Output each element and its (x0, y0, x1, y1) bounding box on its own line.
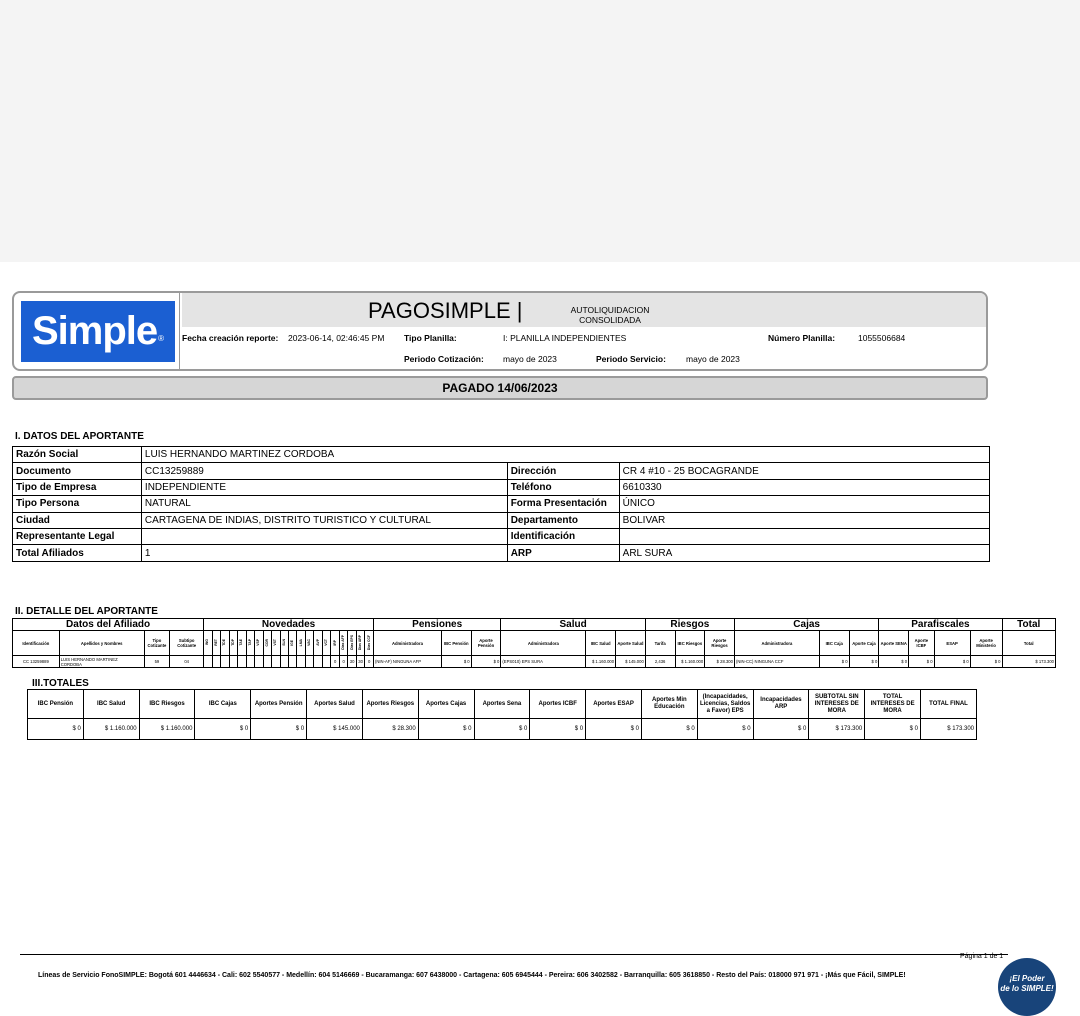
group-datos-afiliado: Datos del Afiliado (13, 619, 204, 631)
detalle-table (12, 618, 1056, 668)
totales-cell: $ 0 (753, 719, 809, 740)
totales-header: SUBTOTAL SIN INTERESES DE MORA (809, 690, 865, 719)
header-novedad (263, 631, 271, 656)
forma-presentacion-label: Forma Presentación (507, 496, 619, 512)
totales-cell: $ 0 (530, 719, 586, 740)
totales-cell: $ 0 (28, 719, 84, 740)
header-novedad (255, 631, 263, 656)
cell-novedad (272, 656, 280, 668)
header-ibc-salud: IBC Salud (586, 631, 616, 656)
total-afiliados-label: Total Afiliados (13, 545, 142, 561)
cell-total: $ 173.300 (1002, 656, 1055, 668)
header-aporte-caja: Aporte Caja (849, 631, 879, 656)
representante-legal-value (141, 528, 507, 544)
header-novedad (365, 631, 374, 656)
novedad-label: Días EPS (349, 635, 354, 650)
cell-dias-eps: 0 (339, 656, 347, 668)
viewer-background (0, 0, 1080, 262)
direccion-value: CR 4 #10 - 25 BOCAGRANDE (619, 463, 989, 479)
cell-aporte-salud: $ 145.000 (616, 656, 646, 668)
header-subtipo-cotizante: Subtipo Cotizante (170, 631, 204, 656)
group-parafiscales: Parafiscales (879, 619, 1002, 631)
novedad-label: TDP (230, 639, 235, 646)
header-tarifa: Tarifa (645, 631, 675, 656)
header-ibc-riesgos: IBC Riesgos (675, 631, 705, 656)
report-subtitle (560, 305, 660, 325)
cell-aporte-ministerio: $ 0 (970, 656, 1002, 668)
novedad-label: VCT (324, 639, 329, 646)
cell-ibc-pension: $ 0 (441, 656, 471, 668)
arp-label: ARP (507, 545, 619, 561)
novedad-label: LMA (298, 638, 303, 647)
periodo-servicio-value: mayo de 2023 (686, 354, 740, 364)
group-pensiones: Pensiones (373, 619, 500, 631)
identificacion-value (619, 528, 989, 544)
totales-header: (Incapacidades, Licencias, Saldos a Favor) EPS (697, 690, 753, 719)
totales-table (27, 689, 977, 740)
report-title: PAGOSIMPLE | (368, 298, 523, 323)
totales-cell: $ 0 (251, 719, 307, 740)
cell-novedad (212, 656, 220, 668)
tipo-persona-label: Tipo Persona (13, 496, 142, 512)
table-row (13, 447, 990, 463)
cell-ibc-riesgos: $ 1.160.000 (675, 656, 705, 668)
header-total: Total (1002, 631, 1055, 656)
header-tipo-cotizante: Tipo Cotizante (144, 631, 169, 656)
cell-subtipo-cotizante: 04 (170, 656, 204, 668)
ciudad-value: CARTAGENA DE INDIAS, DISTRITO TURISTICO Y CULTURAL (141, 512, 507, 528)
razon-social-value: LUIS HERNANDO MARTINEZ CORDOBA (141, 447, 989, 463)
table-row (13, 479, 990, 495)
novedad-label: AVP (315, 639, 320, 646)
simple-logo (21, 301, 175, 362)
header-aporte-ministerio: Aporte Ministerio (970, 631, 1002, 656)
header-novedad (322, 631, 330, 656)
header-aporte-riesgos: Aporte Riesgos (705, 631, 735, 656)
cell-ibc-salud: $ 1.160.000 (586, 656, 616, 668)
ciudad-label: Ciudad (13, 512, 142, 528)
cell-novedad (204, 656, 212, 668)
header-aporte-pension: Aporte Pensión (471, 631, 501, 656)
table-row (13, 512, 990, 528)
section-title-totales: III.TOTALES (32, 678, 89, 689)
cell-tipo-cotizante: 59 (144, 656, 169, 668)
totales-header: Aportes ICBF (530, 690, 586, 719)
totales-cell: $ 173.300 (921, 719, 977, 740)
totales-header: Incapacidades ARP (753, 690, 809, 719)
cell-pension-admin: (NIN-AF) NINGUNA AFP (373, 656, 441, 668)
totales-header: IBC Cajas (195, 690, 251, 719)
departamento-label: Departamento (507, 512, 619, 528)
arp-value: ARL SURA (619, 545, 989, 561)
novedad-label: TAE (239, 639, 244, 646)
header-novedad (272, 631, 280, 656)
totales-cell: $ 28.300 (362, 719, 418, 740)
total-afiliados-value: 1 (141, 545, 507, 561)
cell-esap: $ 0 (934, 656, 970, 668)
header-divider (179, 293, 180, 369)
logo-text: Simple (31, 309, 158, 353)
group-total: Total (1002, 619, 1055, 631)
totales-header: Aportes Sena (474, 690, 530, 719)
cell-caja-admin: (NIN-CC) NINGUNA CCF (734, 656, 819, 668)
forma-presentacion-value: ÚNICO (619, 496, 989, 512)
cell-nombre (59, 656, 144, 668)
novedad-label: Días CCF (366, 634, 371, 651)
subtitle-line2: CONSOLIDADA (579, 315, 641, 325)
header-esap: ESAP (934, 631, 970, 656)
documento-label: Documento (13, 463, 142, 479)
cell-aporte-riesgos: $ 28.300 (705, 656, 735, 668)
totales-header: Aportes Riesgos (362, 690, 418, 719)
cell-ibc-caja: $ 0 (819, 656, 849, 668)
tipo-empresa-value: INDEPENDIENTE (141, 479, 507, 495)
cell-novedad (297, 656, 305, 668)
novedad-label: Días ARP (358, 634, 363, 651)
footer-service-lines: Líneas de Servicio FonoSIMPLE: Bogotá 601 4446634 - Cali: 602 5540577 - Medellín: 604 5146669 - Bucaramanga: 607 6438000 - Cartagena: 605 6945444 - Pereira: 606 3402582 - Barranquilla: 605 3618850 - Resto del País: 018000 971 971 - ¡Más que Fácil, SIMPLE! (38, 972, 906, 979)
header-ibc-caja: IBC Caja (819, 631, 849, 656)
novedad-label: VST (273, 639, 278, 646)
header-novedad (356, 631, 364, 656)
totales-cell: $ 0 (418, 719, 474, 740)
tipo-empresa-label: Tipo de Empresa (13, 479, 142, 495)
header-novedad (246, 631, 254, 656)
novedad-label: Días AFP (341, 635, 346, 650)
header-identificacion: Identificación (13, 631, 60, 656)
totales-header: Aportes ESAP (586, 690, 642, 719)
totales-cell: $ 0 (195, 719, 251, 740)
header-novedad (348, 631, 356, 656)
periodo-cotizacion-label: Periodo Cotización: (404, 354, 484, 364)
telefono-value: 6610330 (619, 479, 989, 495)
subtitle-line1: AUTOLIQUIDACION (570, 305, 650, 315)
cell-aporte-sena: $ 0 (879, 656, 909, 668)
group-novedades: Novedades (204, 619, 374, 631)
novedad-label: IRP (332, 639, 337, 646)
aportante-table (12, 446, 990, 562)
fecha-label: Fecha creación reporte: (182, 333, 279, 343)
header-pension-admin: Administradora (373, 631, 441, 656)
group-cajas: Cajas (734, 619, 878, 631)
numero-planilla-label: Número Planilla: (768, 333, 836, 343)
tipo-planilla-value: I: PLANILLA INDEPENDIENTES (503, 333, 627, 343)
novedad-label: VSP (256, 639, 261, 646)
badge-line2: de lo SIMPLE! (1000, 984, 1054, 993)
group-riesgos: Riesgos (645, 619, 734, 631)
cell-novedad (314, 656, 322, 668)
novedad-label: TDE (222, 639, 227, 646)
novedad-label: VAC (307, 639, 312, 646)
header-novedad (204, 631, 212, 656)
header-novedad (289, 631, 297, 656)
detalle-header-row (13, 631, 1056, 656)
cell-novedad (246, 656, 254, 668)
cell-aporte-caja: $ 0 (849, 656, 879, 668)
totales-header: Aportes Pensión (251, 690, 307, 719)
header-novedad (297, 631, 305, 656)
group-salud: Salud (501, 619, 645, 631)
cell-identificacion: CC 13259889 (13, 656, 60, 668)
payment-status-bar: PAGADO 14/06/2023 (12, 376, 988, 400)
novedad-label: RET (213, 639, 218, 646)
cell-aporte-pension: $ 0 (471, 656, 501, 668)
header-novedad (331, 631, 339, 656)
footer-divider (20, 954, 1008, 955)
novedad-label: COR (264, 638, 269, 647)
totales-header: IBC Riesgos (139, 690, 195, 719)
totales-cell: $ 173.300 (809, 719, 865, 740)
fecha-value: 2023-06-14, 02:46:45 PM (288, 333, 385, 343)
totales-header: Aportes Salud (307, 690, 363, 719)
header-ibc-pension: IBC Pensión (441, 631, 471, 656)
totales-header: IBC Pensión (28, 690, 84, 719)
totales-cell: $ 0 (641, 719, 697, 740)
badge-line1: ¡El Poder (1009, 974, 1045, 983)
cell-novedad (322, 656, 330, 668)
totales-header: Aportes Cajas (418, 690, 474, 719)
tipo-persona-value: NATURAL (141, 496, 507, 512)
nombre-line2: CORDOBA (60, 661, 82, 667)
header-caja-admin: Administradora (734, 631, 819, 656)
cell-aporte-icbf: $ 0 (909, 656, 934, 668)
header-novedad (305, 631, 313, 656)
table-row (13, 528, 990, 544)
cell-novedad (255, 656, 263, 668)
header-aporte-sena: Aporte SENA (879, 631, 909, 656)
periodo-servicio-label: Periodo Servicio: (596, 354, 666, 364)
totales-header: TOTAL FINAL (921, 690, 977, 719)
cell-salud-admin: (EPS010) EPS SURA (501, 656, 586, 668)
header-novedad (238, 631, 246, 656)
totales-header: IBC Salud (83, 690, 139, 719)
totales-cell: $ 0 (586, 719, 642, 740)
header-novedad (314, 631, 322, 656)
totales-cell: $ 0 (865, 719, 921, 740)
telefono-label: Teléfono (507, 479, 619, 495)
totales-cell: $ 1.160.000 (83, 719, 139, 740)
logo-registered-mark: ® (158, 334, 165, 343)
table-row (28, 719, 977, 740)
novedad-label: ING (205, 639, 210, 646)
tipo-planilla-label: Tipo Planilla: (404, 333, 457, 343)
totales-cell: $ 0 (474, 719, 530, 740)
section-title-aportante: I. DATOS DEL APORTANTE (15, 431, 144, 442)
identificacion-label: Identificación (507, 528, 619, 544)
novedad-label: SLN (281, 639, 286, 646)
header-aporte-salud: Aporte Salud (616, 631, 646, 656)
nombre-line1: LUIS HERNANDO MARTINEZ (60, 656, 118, 662)
totales-header: Aportes Min Educación (641, 690, 697, 719)
cell-dias-arp: 30 (348, 656, 356, 668)
table-row (13, 656, 1056, 668)
totales-cell: $ 0 (697, 719, 753, 740)
periodo-cotizacion-value: mayo de 2023 (503, 354, 557, 364)
numero-planilla-value: 1055506684 (858, 333, 906, 343)
totales-header: TOTAL INTERESES DE MORA (865, 690, 921, 719)
slogan-badge (998, 958, 1056, 1016)
header-apellidos-nombres: Apellidos y Nombres (59, 631, 144, 656)
cell-novedad (221, 656, 229, 668)
header-salud-admin: Administradora (501, 631, 586, 656)
cell-novedad (263, 656, 271, 668)
header-novedad (212, 631, 220, 656)
header-novedad (339, 631, 347, 656)
header-aporte-icbf: Aporte ICBF (909, 631, 934, 656)
totales-header-row (28, 690, 977, 719)
cell-novedad (289, 656, 297, 668)
section-title-detalle: II. DETALLE DEL APORTANTE (15, 606, 158, 617)
documento-value: CC13259889 (141, 463, 507, 479)
cell-dias-ccf: 30 (356, 656, 364, 668)
novedad-label: TAP (247, 639, 252, 646)
table-row (13, 496, 990, 512)
representante-legal-label: Representante Legal (13, 528, 142, 544)
cell-novedad (305, 656, 313, 668)
razon-social-label: Razón Social (13, 447, 142, 463)
table-row (13, 545, 990, 561)
table-row (13, 463, 990, 479)
page-number: Página 1 de 1 (960, 953, 1004, 960)
cell-tarifa: 2,436 (645, 656, 675, 668)
cell-novedad (229, 656, 237, 668)
detalle-group-row (13, 619, 1056, 631)
totales-cell: $ 145.000 (307, 719, 363, 740)
novedad-label: IGE (290, 639, 295, 646)
cell-dias-afp: 0 (331, 656, 339, 668)
header-novedad (229, 631, 237, 656)
direccion-label: Dirección (507, 463, 619, 479)
cell-dias-extra: 0 (365, 656, 374, 668)
header-novedad (280, 631, 288, 656)
cell-novedad (280, 656, 288, 668)
totales-cell: $ 1.160.000 (139, 719, 195, 740)
cell-novedad (238, 656, 246, 668)
header-novedad (221, 631, 229, 656)
departamento-value: BOLIVAR (619, 512, 989, 528)
